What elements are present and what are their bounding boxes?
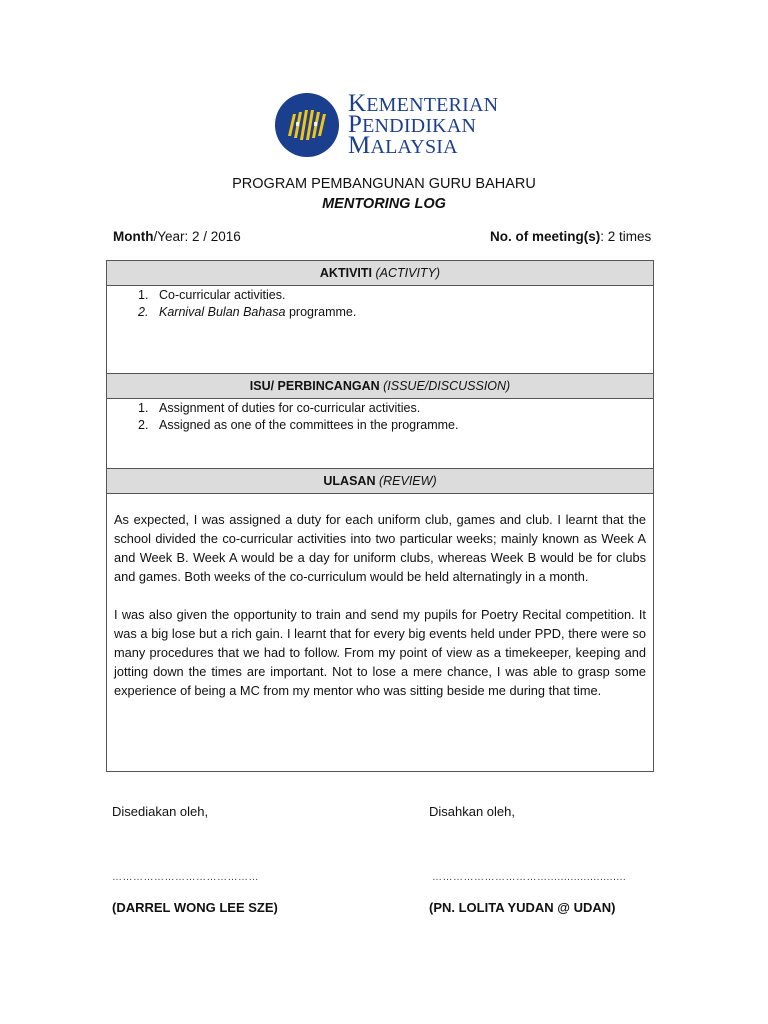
logo-line-3: MALAYSIA	[348, 132, 458, 159]
ministry-name	[348, 90, 499, 159]
list-item: 1. Assignment of duties for co-curricular activities.	[138, 401, 421, 415]
meetings-value: : 2 times	[600, 229, 652, 244]
list-item: 2. Karnival Bulan Bahasa programme.	[138, 305, 357, 319]
ministry-emblem-icon	[274, 92, 340, 158]
ministry-logo	[274, 90, 499, 159]
review-header: ULASAN (REVIEW)	[107, 469, 653, 494]
logo-line-1: KEMENTERIAN	[348, 90, 499, 117]
activity-section	[106, 260, 654, 374]
mentoring-log-subtitle: MENTORING LOG	[322, 196, 446, 212]
meetings-label: No. of meeting(s)	[490, 229, 601, 244]
list-item: 1. Co-curricular activities.	[138, 288, 286, 302]
program-title: PROGRAM PEMBANGUNAN GURU BAHARU	[232, 176, 536, 192]
prepared-signature-line: ……………………………………	[112, 872, 259, 883]
activity-list	[107, 287, 653, 321]
issue-list	[107, 400, 653, 434]
prepared-by-label: Disediakan oleh,	[112, 804, 209, 819]
verified-by-label: Disahkan oleh,	[429, 804, 515, 819]
meetings-count	[490, 229, 651, 244]
list-item: 2. Assigned as one of the committees in the programme.	[138, 418, 459, 432]
month-year	[113, 229, 241, 244]
review-section	[106, 468, 654, 772]
issue-header: ISU/ PERBINCANGAN (ISSUE/DISCUSSION)	[107, 374, 653, 399]
issue-section	[106, 373, 654, 469]
review-body	[107, 494, 653, 700]
review-paragraph-2: I was also given the opportunity to train and send my pupils for Poetry Recital competition. It was a big lose but a rich gain. I learnt that for every big events held under PPD, there were so many procedures that we had to follow. From my point of view as a timekeeper, keeping and jotting down the times are important. Not to lose a mere chance, I was able to grasp some experience of being a MC from my mentor who was sitting beside me during that time.	[114, 607, 646, 698]
review-paragraph-1: As expected, I was assigned a duty for each uniform club, games and club. I learnt that the school divided the co-curricular activities into two particular weeks; mainly known as Week A and Week B. Week A would be a day for uniform clubs, whereas Week B would be for clubs and games. Both weeks of the co-curriculum would be held alternatingly in a month.	[114, 512, 646, 584]
logo-line-2: PENDIDIKAN	[348, 111, 477, 138]
month-year-value: : 2 / 2016	[184, 229, 241, 244]
activity-header: AKTIVITI (ACTIVITY)	[107, 261, 653, 286]
verified-signature-line: ……………………………........................	[432, 872, 627, 883]
month-label: Month	[113, 229, 154, 244]
prepared-by-name: (DARREL WONG LEE SZE)	[112, 900, 278, 915]
verified-by-name: (PN. LOLITA YUDAN @ UDAN)	[429, 900, 616, 915]
year-label: /Year	[153, 229, 185, 244]
